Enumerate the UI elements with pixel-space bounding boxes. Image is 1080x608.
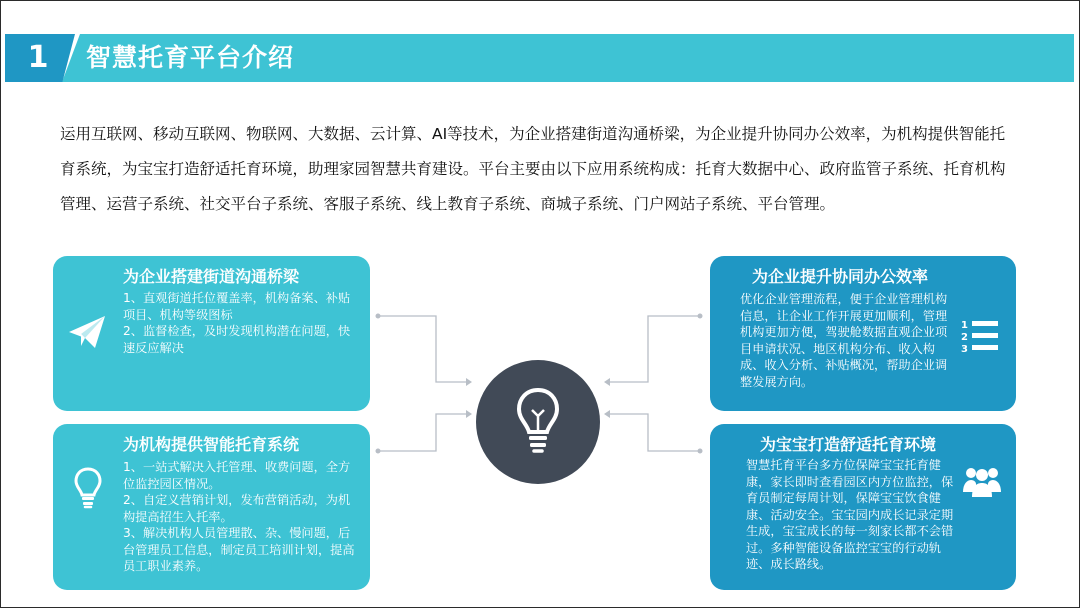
card-system (53, 424, 370, 590)
svg-text:3: 3 (961, 344, 968, 354)
connector-bottom-left (378, 414, 466, 451)
card-bridge-title: 为企业搭建街道沟通桥梁 (123, 267, 300, 286)
card-environment (710, 424, 1016, 590)
svg-text:1: 1 (961, 320, 968, 331)
people-group-icon (962, 464, 1002, 502)
center-hub (476, 360, 600, 484)
lightbulb-icon (73, 466, 103, 514)
numbered-list-icon (960, 318, 1000, 358)
lightbulb-icon (514, 386, 562, 458)
card-efficiency (710, 256, 1016, 411)
card-system-line-2: 2、自定义营销计划，发布营销活动，为机构提高招生入托率。 (123, 493, 351, 524)
card-system-body (123, 459, 359, 575)
card-efficiency-body: 优化企业管理流程，便于企业管理机构信息，让企业工作开展更加顺利，管理机构更加方便，驾驶舱数据直观企业项目申请状况、地区机构分布、收入构成、收入分析、补贴概况，帮助企业调整发展方向。 (740, 292, 948, 389)
paper-plane-icon (67, 314, 107, 354)
connector-top-left (378, 316, 466, 382)
connector-top-right (610, 316, 700, 382)
connector-bottom-right (610, 414, 700, 451)
card-bridge-line-2: 2、监督检查，及时发现机构潜在问题，快速反应解决 (123, 324, 351, 355)
card-bridge (53, 256, 370, 411)
card-efficiency-title: 为企业提升协同办公效率 (752, 267, 929, 286)
svg-text:2: 2 (961, 332, 968, 343)
card-environment-title: 为宝宝打造舒适托育环境 (760, 435, 937, 454)
card-bridge-body (123, 290, 359, 356)
intro-paragraph: 运用互联网、移动互联网、物联网、大数据、云计算、AI等技术，为企业搭建街道沟通桥梁，为企业提升协同办公效率，为机构提供智能托育系统，为宝宝打造舒适托育环境，助理家园智慧共育建设。平台主要由以下应用系统构成：托育大数据中心、政府监管子系统、托育机构管理、运营子系统、社交平台子系统、客服子系统、线上教育子系统、商城子系统、门户网站子系统、平台管理。 (60, 125, 1006, 213)
card-system-line-3: 3、解决机构人员管理散、杂、慢问题，后台管理员工信息，制定员工培训计划，提高员工职业素养。 (123, 526, 355, 573)
page-title: 智慧托育平台介绍 (86, 43, 295, 72)
card-system-title: 为机构提供智能托育系统 (123, 435, 300, 454)
section-number: 1 (27, 40, 49, 75)
card-bridge-line-1: 1、直观街道托位覆盖率，机构备案、补贴项目、机构等级图标 (123, 291, 351, 322)
card-environment-body: 智慧托育平台多方位保障宝宝托育健康，家长即时查看园区内方位监控，保育员制定每周计划，保障宝宝饮食健康、活动安全。宝宝园内成长记录定期生成，宝宝成长的每一刻家长都不会错过。多种智能设备监控宝宝的行动轨迹、成长路线。 (746, 458, 954, 571)
card-system-line-1: 1、一站式解决入托管理、收费问题，全方位监控园区情况。 (123, 460, 351, 491)
